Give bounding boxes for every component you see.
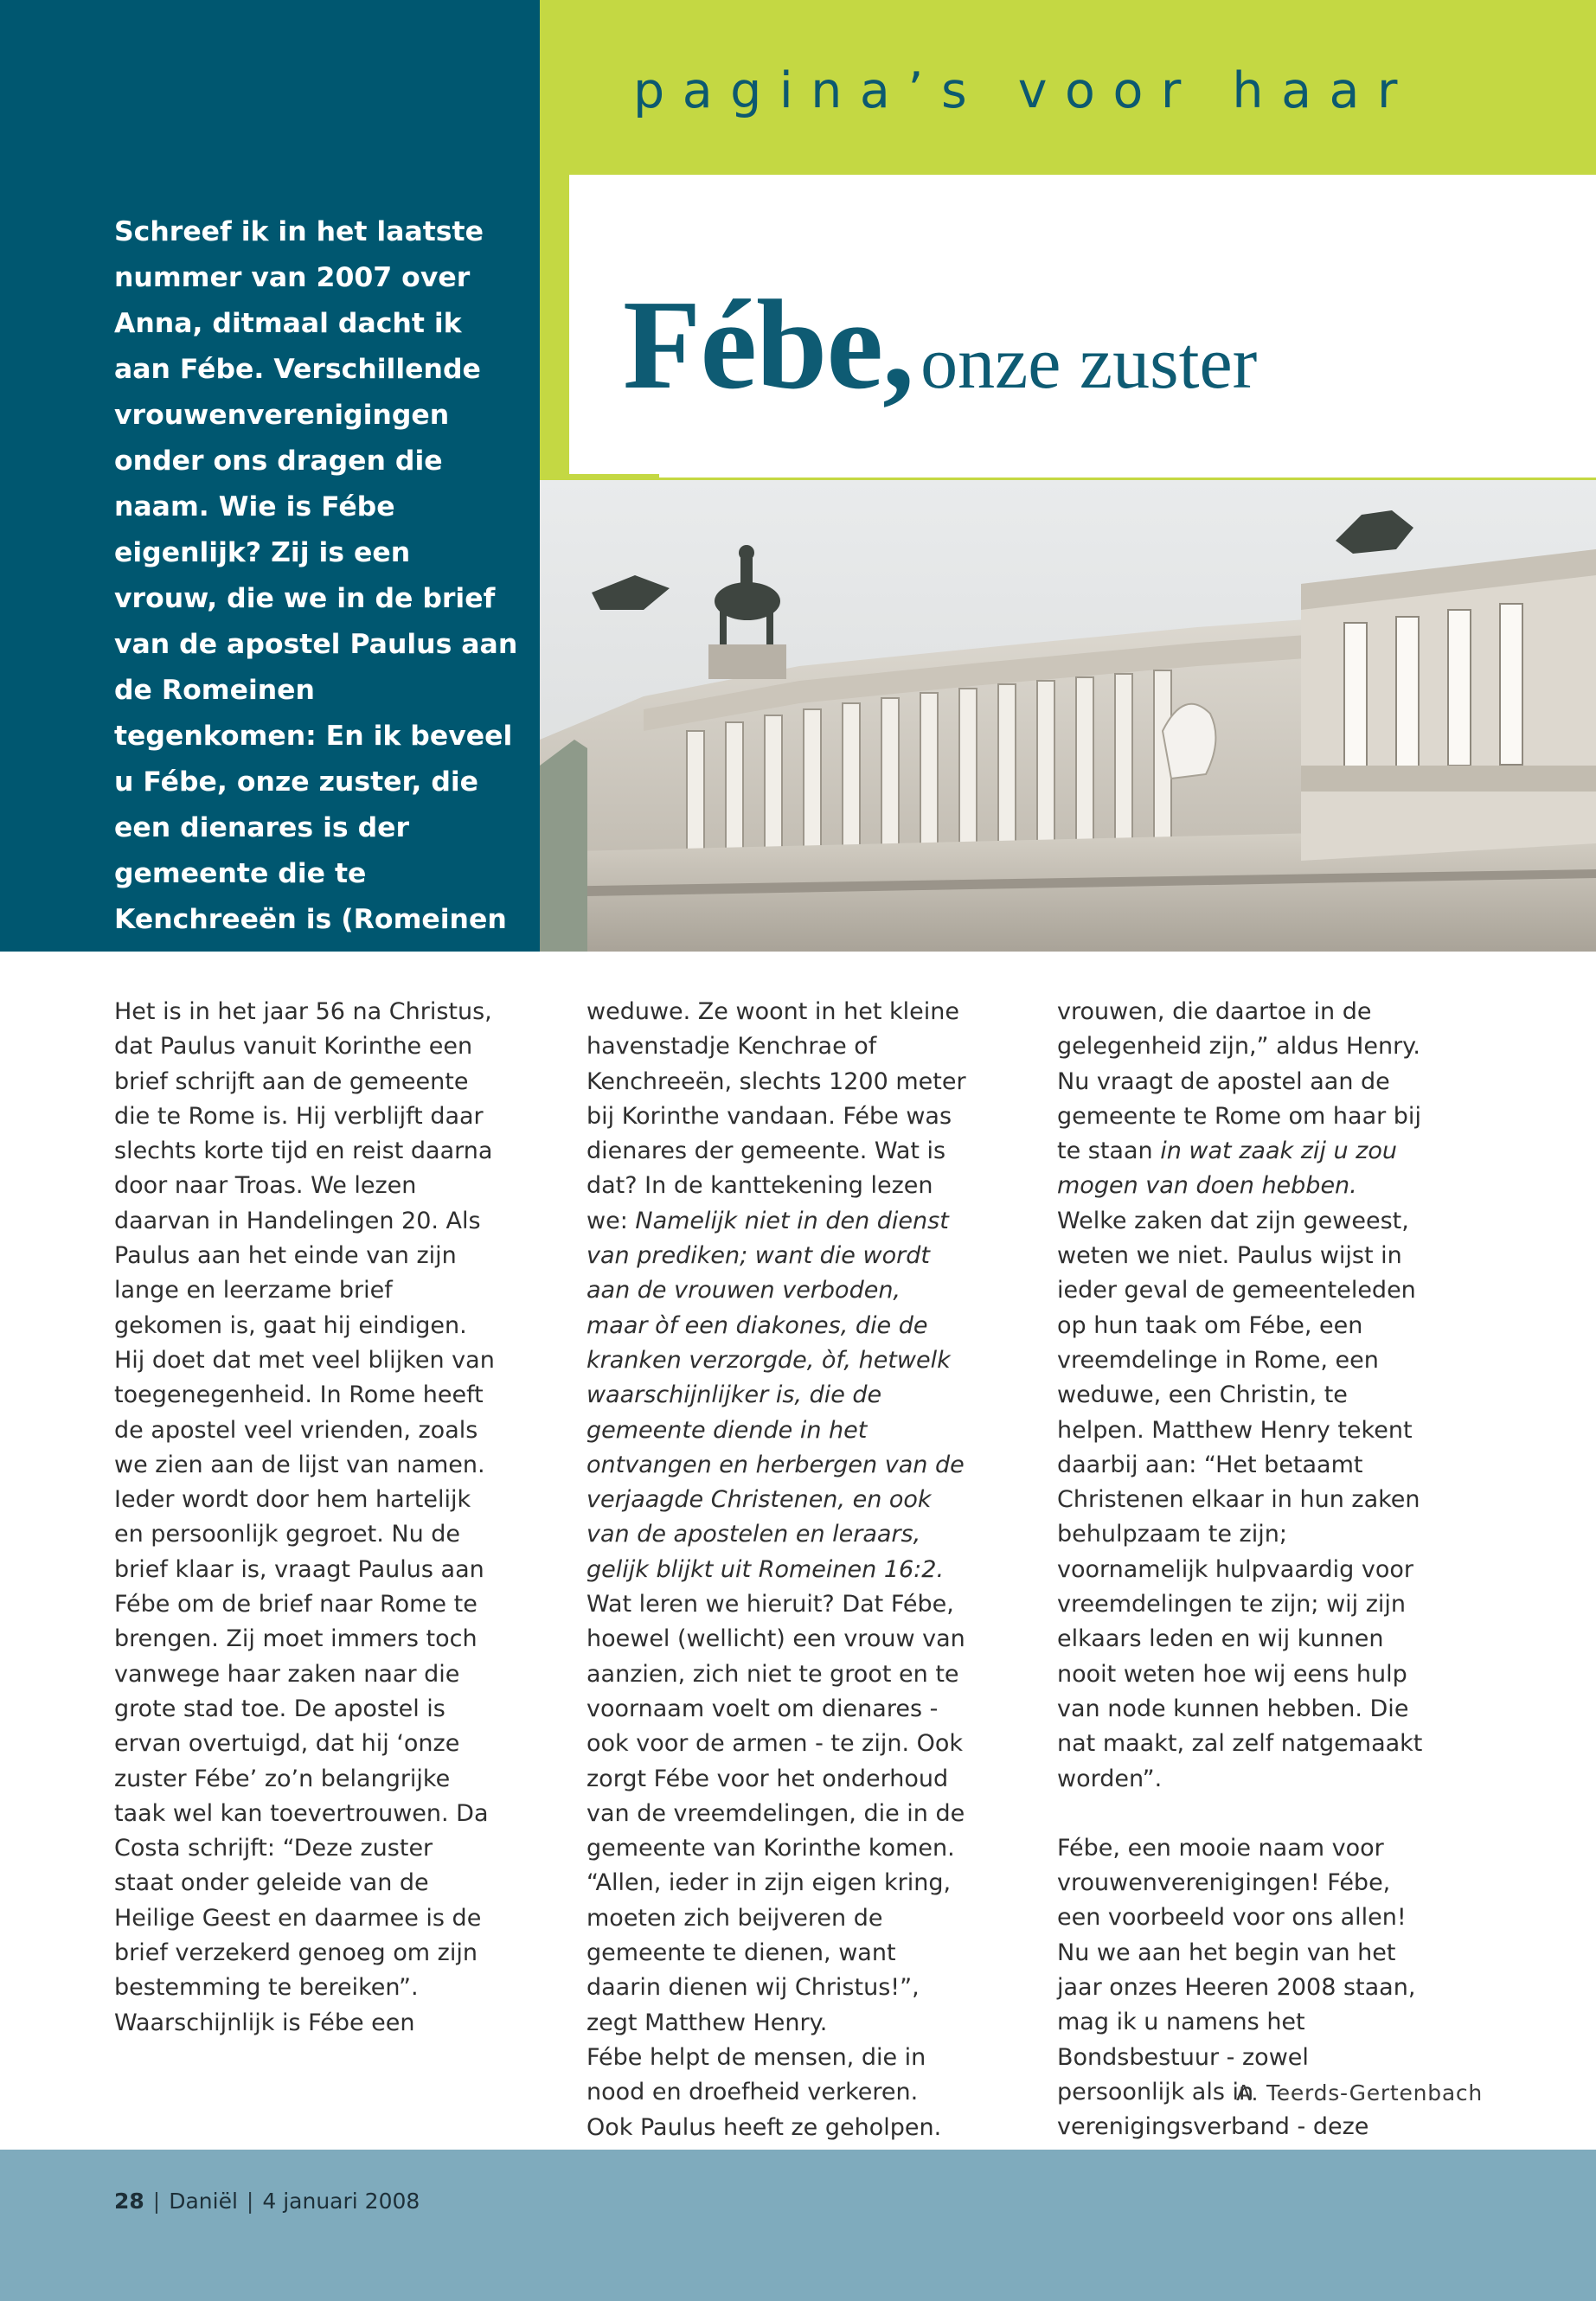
publication-name: Daniël <box>169 2189 238 2214</box>
article-column-3 <box>1057 995 1438 2214</box>
page-footer <box>0 2150 1596 2301</box>
section-kicker: pagina’s voor haar <box>633 62 1415 119</box>
title-sub: onze zuster <box>920 321 1258 404</box>
footer-text <box>114 2189 420 2214</box>
col3-paragraph-3: Fébe, een mooie naam voor vrouwenverenigingen! Fébe, een voorbeeld voor ons allen! Nu we aan het begin van het jaar onzes Heeren 2008 staan, mag ik u namens het Bondsbestuur - zowel persoonlijk als in verenigingsverband - deze <box>1057 1834 1416 2141</box>
col2-paragraph-3: Fébe helpt de mensen, die in nood en droefheid verkeren. Ook Paulus heeft ze geholpen. <box>586 2043 942 2141</box>
footer-separator-2: | <box>246 2189 254 2214</box>
col3-p1-quote: in wat zaak zij u zou mogen van doen hebben. <box>1057 1138 1397 1200</box>
article-title <box>623 274 1574 416</box>
monument-photo-illustration <box>540 480 1596 952</box>
col3-p1-text: vrouwen, die daartoe in de gelegenheid zijn,” aldus Henry. Nu vraagt de apostel aan de gemeente te Rome om haar bij te staan <box>1057 998 1421 1165</box>
intro-text <box>114 209 521 989</box>
page-number: 28 <box>114 2189 144 2214</box>
col2-paragraph-1 <box>586 995 967 1587</box>
col3-paragraph-2: Welke zaken dat zijn geweest, weten we niet. Paulus wijst in ieder geval de gemeenteleden op hun taak om Fébe, een vreemdelinge in Rome, een weduwe, een Christin, te helpen. Matthew Henry tekent daarbij aan: “Het betaamt Christenen elkaar in hun zaken behulpzaam te zijn; voornamelijk hulpvaardig voor vreemdelingen te zijn; wij zijn elkaars leden en wij kunnen nooit weten hoe wij eens hulp van node kunnen hebben. Die nat maakt, zal zelf natgemaakt worden”. <box>1057 1207 1423 1792</box>
footer-separator-1: | <box>152 2189 161 2214</box>
col2-p1-quote: Namelijk niet in den dienst van prediken; want die wordt aan de vrouwen verboden, maar òf een diakones, die de kranken verzorgde, òf, hetwelk waarschijnlijker is, die de gemeente diende in het ontvangen en herbergen van de verjaagde Christenen, en ook van de apostelen en leraars, gelijk blijkt uit Romeinen 16:2. <box>586 1207 965 1583</box>
col3-paragraph-1 <box>1057 995 1438 1204</box>
article-column-1 <box>114 995 495 2041</box>
col1-paragraph-1: Het is in het jaar 56 na Christus, dat Paulus vanuit Korinthe een brief schrijft aan de gemeente die te Rome is. Hij verblijft daar slechts korte tijd en reist daarna door naar Troas. We lezen daarvan in Handelingen 20. Als Paulus aan het einde van zijn lange en leerzame brief gekomen is, gaat hij eindigen. Hij doet dat met veel blijken van toegenegenheid. In Rome heeft de apostel veel vrienden, zoals we zien aan de lijst van namen. Ieder wordt door hem hartelijk en persoonlijk gegroet. Nu de brief klaar is, vraagt Paulus aan Fébe om de brief naar Rome te brengen. Zij moet immers toch vanwege haar zaken naar die grote stad toe. De apostel is ervan overtuigd, dat hij ‘onze zuster Fébe’ zo’n belangrijke taak wel kan toevertrouwen. Da Costa schrijft: “Deze zuster staat onder geleide van de Heilige Geest en daarmee is de brief verzekerd genoeg om zijn bestemming te bereiken”. Waarschijnlijk is Fébe een <box>114 998 495 2036</box>
publication-date: 4 januari 2008 <box>262 2189 420 2214</box>
col2-paragraph-2: Wat leren we hieruit? Dat Fébe, hoewel (wellicht) een vrouw van aanzien, zich niet te groot en te voornaam voelt om dienares - ook voor de armen - te zijn. Ook zorgt Fébe voor het onderhoud van de vreemdelingen, die in de gemeente van Korinthe komen. “Allen, ieder in zijn eigen kring, moeten zich beijveren de gemeente te dienen, want daarin dienen wij Christus!”, zegt Matthew Henry. <box>586 1591 965 2036</box>
author-signature: A. Teerds-Gertenbach <box>1236 2080 1483 2106</box>
monument-photo <box>540 480 1596 952</box>
title-main: Fébe, <box>623 274 914 416</box>
article-column-2 <box>586 995 967 2214</box>
col2-p1-text: weduwe. Ze woont in het kleine havenstadje Kenchrae of Kenchreeën, slechts 1200 meter bij Korinthe vandaan. Fébe was dienares der gemeente. Wat is dat? In de kanttekening lezen we: <box>586 998 966 1234</box>
intro-paragraph: Schreef ik in het laatste nummer van 2007 over Anna, ditmaal dacht ik aan Fébe. Verschillende vrouwenverenigingen onder ons dragen die naam. Wie is Fébe eigenlijk? Zij is een vrouw, die we in de brief van de apostel Paulus aan de Romeinen tegenkomen: En ik beveel u Fébe, onze zuster, die een dienares is der gemeente die te Kenchreeën is (Romeinen 16:1). <box>114 216 518 981</box>
